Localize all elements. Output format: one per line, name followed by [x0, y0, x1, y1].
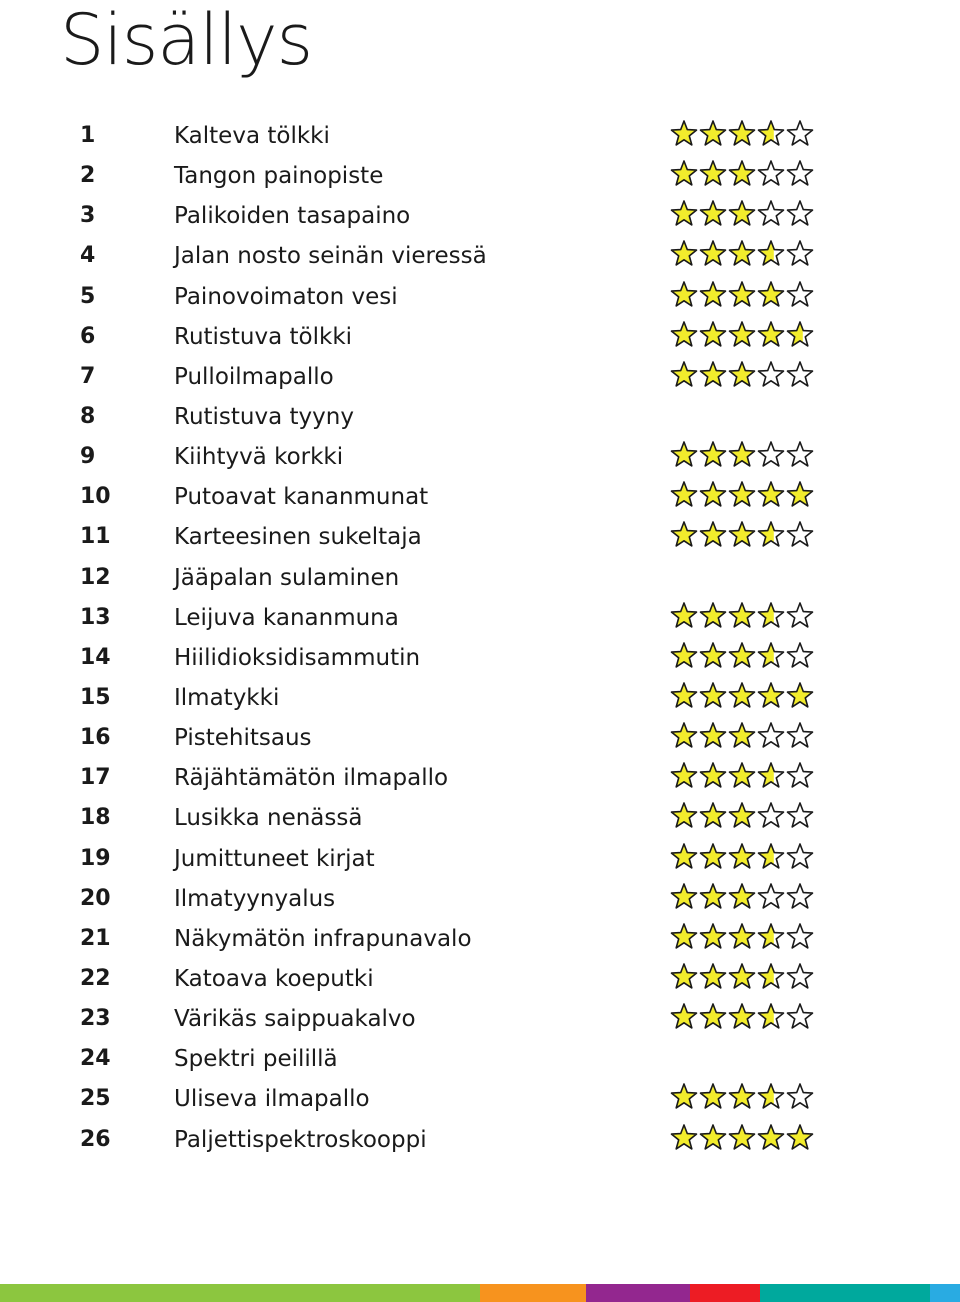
star-full-icon	[728, 1003, 756, 1031]
star-full-icon	[699, 883, 727, 911]
toc-title: Näkymätön infrapunavalo	[174, 925, 472, 952]
star-full-icon	[699, 762, 727, 790]
star-empty-icon	[786, 521, 814, 549]
star-full-icon	[728, 923, 756, 951]
toc-title: Rutistuva tölkki	[174, 323, 353, 350]
toc-title: Räjähtämätön ilmapallo	[174, 765, 449, 792]
toc-title: Jalan nosto seinän vieressä	[174, 243, 487, 270]
toc-title: Jumittuneet kirjat	[174, 845, 375, 872]
star-full-icon	[699, 642, 727, 670]
star-full-icon	[670, 883, 698, 911]
star-rating	[670, 281, 818, 309]
toc-title: Lusikka nenässä	[174, 805, 363, 832]
star-half-icon	[757, 923, 785, 951]
toc-row	[0, 359, 960, 399]
star-full-icon	[728, 682, 756, 710]
toc-row	[0, 760, 960, 800]
star-rating	[670, 200, 818, 228]
star-full-icon	[786, 682, 814, 710]
star-full-icon	[670, 682, 698, 710]
toc-number: 23	[80, 1006, 111, 1032]
star-rating	[670, 160, 818, 188]
star-full-icon	[670, 200, 698, 228]
star-full-icon	[670, 361, 698, 389]
star-full-icon	[699, 1003, 727, 1031]
toc-title: Karteesinen sukeltaja	[174, 524, 422, 551]
star-full-icon	[670, 963, 698, 991]
star-full-icon	[699, 923, 727, 951]
star-full-icon	[699, 722, 727, 750]
star-empty-icon	[757, 722, 785, 750]
star-full-icon	[786, 481, 814, 509]
star-full-icon	[699, 521, 727, 549]
page-title: Sisällys	[60, 0, 313, 81]
star-full-icon	[728, 361, 756, 389]
star-empty-icon	[786, 843, 814, 871]
star-rating	[670, 361, 818, 389]
star-full-icon	[699, 682, 727, 710]
toc-row	[0, 158, 960, 198]
star-full-icon	[728, 281, 756, 309]
star-full-icon	[699, 281, 727, 309]
toc-title: Pistehitsaus	[174, 725, 312, 752]
star-rating	[670, 762, 818, 790]
star-full-icon	[728, 481, 756, 509]
star-empty-icon	[786, 281, 814, 309]
toc-row	[0, 881, 960, 921]
star-empty-icon	[786, 883, 814, 911]
star-empty-icon	[757, 361, 785, 389]
star-rating	[670, 642, 818, 670]
toc-row	[0, 680, 960, 720]
star-full-icon	[728, 1124, 756, 1152]
star-full-icon	[728, 521, 756, 549]
star-empty-icon	[786, 441, 814, 469]
star-empty-icon	[786, 602, 814, 630]
toc-title: Ilmatykki	[174, 684, 280, 711]
toc-row	[0, 319, 960, 359]
star-full-icon	[670, 802, 698, 830]
star-half-icon	[757, 843, 785, 871]
toc-row	[0, 479, 960, 519]
toc-number: 17	[80, 765, 111, 791]
star-full-icon	[728, 1083, 756, 1111]
toc-title: Värikäs saippuakalvo	[174, 1006, 416, 1033]
star-half-icon	[757, 642, 785, 670]
star-full-icon	[699, 481, 727, 509]
toc-title: Palikoiden tasapaino	[174, 203, 411, 230]
toc-title: Spektri peilillä	[174, 1046, 338, 1073]
star-half-icon	[757, 602, 785, 630]
star-empty-icon	[786, 923, 814, 951]
toc-number: 11	[80, 524, 111, 550]
star-full-icon	[670, 722, 698, 750]
star-full-icon	[699, 200, 727, 228]
toc-number: 13	[80, 604, 111, 630]
star-rating	[670, 120, 818, 148]
star-full-icon	[699, 802, 727, 830]
star-full-icon	[757, 281, 785, 309]
toc-number: 3	[80, 203, 96, 229]
toc-number: 24	[80, 1046, 111, 1072]
star-full-icon	[670, 321, 698, 349]
toc-row	[0, 198, 960, 238]
toc-row	[0, 720, 960, 760]
star-rating	[670, 963, 818, 991]
star-full-icon	[670, 1083, 698, 1111]
toc-number: 19	[80, 845, 111, 871]
star-full-icon	[728, 883, 756, 911]
star-full-icon	[699, 160, 727, 188]
star-full-icon	[670, 762, 698, 790]
star-empty-icon	[786, 1003, 814, 1031]
star-full-icon	[728, 602, 756, 630]
star-half-icon	[757, 1003, 785, 1031]
toc-title: Pulloilmapallo	[174, 363, 334, 390]
star-rating	[670, 682, 818, 710]
toc-row	[0, 118, 960, 158]
star-rating	[670, 321, 818, 349]
star-empty-icon	[786, 120, 814, 148]
toc-title: Rutistuva tyyny	[174, 403, 354, 430]
star-empty-icon	[786, 160, 814, 188]
star-half-icon	[757, 240, 785, 268]
star-full-icon	[670, 120, 698, 148]
star-empty-icon	[757, 441, 785, 469]
toc-number: 10	[80, 484, 111, 510]
star-empty-icon	[786, 1083, 814, 1111]
star-full-icon	[699, 441, 727, 469]
toc-row	[0, 439, 960, 479]
star-empty-icon	[786, 762, 814, 790]
star-empty-icon	[786, 200, 814, 228]
star-empty-icon	[757, 160, 785, 188]
star-full-icon	[670, 481, 698, 509]
toc-title: Putoavat kananmunat	[174, 484, 429, 511]
star-full-icon	[728, 762, 756, 790]
star-full-icon	[699, 1083, 727, 1111]
star-half-icon	[757, 521, 785, 549]
toc-number: 14	[80, 644, 111, 670]
star-half-icon	[757, 120, 785, 148]
toc-number: 22	[80, 965, 111, 991]
star-empty-icon	[786, 722, 814, 750]
toc-number: 20	[80, 885, 111, 911]
toc-row	[0, 1122, 960, 1162]
footer-color-segment	[690, 1284, 760, 1302]
star-full-icon	[670, 1124, 698, 1152]
star-rating	[670, 843, 818, 871]
star-empty-icon	[786, 361, 814, 389]
star-empty-icon	[786, 802, 814, 830]
star-full-icon	[728, 240, 756, 268]
toc-number: 8	[80, 403, 96, 429]
star-rating	[670, 481, 818, 509]
toc-number: 16	[80, 725, 111, 751]
toc-title: Katoava koeputki	[174, 965, 374, 992]
star-full-icon	[728, 843, 756, 871]
toc-number: 25	[80, 1086, 111, 1112]
star-full-icon	[699, 120, 727, 148]
toc-number: 15	[80, 684, 111, 710]
footer-color-segment	[0, 1284, 480, 1302]
star-full-icon	[728, 160, 756, 188]
toc-number: 18	[80, 805, 111, 831]
toc-number: 6	[80, 323, 96, 349]
toc-row	[0, 279, 960, 319]
star-full-icon	[699, 321, 727, 349]
toc-title: Jääpalan sulaminen	[174, 564, 400, 591]
toc-row	[0, 841, 960, 881]
star-full-icon	[699, 843, 727, 871]
toc-number: 1	[80, 123, 96, 148]
star-full-icon	[699, 361, 727, 389]
star-rating	[670, 521, 818, 549]
star-full-icon	[670, 642, 698, 670]
star-full-icon	[728, 642, 756, 670]
star-empty-icon	[757, 200, 785, 228]
star-full-icon	[728, 963, 756, 991]
toc-title: Paljettispektroskooppi	[174, 1126, 427, 1153]
footer-color-segment	[760, 1284, 930, 1302]
toc-row	[0, 640, 960, 680]
toc-row	[0, 1001, 960, 1041]
star-full-icon	[728, 321, 756, 349]
star-full-icon	[757, 682, 785, 710]
toc-title: Tangon painopiste	[174, 163, 384, 190]
star-full-icon	[670, 602, 698, 630]
star-rating	[670, 602, 818, 630]
star-full-icon	[757, 321, 785, 349]
toc-title: Kiihtyvä korkki	[174, 444, 344, 471]
toc-row	[0, 961, 960, 1001]
star-empty-icon	[757, 802, 785, 830]
toc-number: 5	[80, 283, 96, 309]
toc-row	[0, 921, 960, 961]
star-full-icon	[670, 281, 698, 309]
toc-row	[0, 399, 960, 439]
star-half-icon	[757, 762, 785, 790]
toc-number: 7	[80, 363, 96, 389]
toc-title: Painovoimaton vesi	[174, 283, 398, 310]
toc-number: 26	[80, 1126, 111, 1152]
star-half-icon	[757, 1083, 785, 1111]
star-full-icon	[670, 160, 698, 188]
table-of-contents	[0, 118, 960, 1162]
star-full-icon	[699, 1124, 727, 1152]
toc-title: Hiilidioksidisammutin	[174, 644, 421, 671]
toc-row	[0, 519, 960, 559]
toc-number: 12	[80, 564, 111, 590]
star-empty-icon	[786, 963, 814, 991]
star-full-icon	[670, 923, 698, 951]
footer-color-bar	[0, 1284, 960, 1302]
star-half-icon	[757, 963, 785, 991]
star-full-icon	[728, 120, 756, 148]
star-rating	[670, 802, 818, 830]
star-full-icon	[728, 200, 756, 228]
toc-row	[0, 560, 960, 600]
star-full-icon	[728, 441, 756, 469]
star-full-icon	[728, 802, 756, 830]
toc-number: 2	[80, 163, 96, 189]
star-full-icon	[699, 963, 727, 991]
star-rating	[670, 722, 818, 750]
star-full-icon	[670, 240, 698, 268]
star-full-icon	[670, 843, 698, 871]
star-rating	[670, 240, 818, 268]
star-full-icon	[728, 722, 756, 750]
star-rating	[670, 1124, 818, 1152]
toc-number: 21	[80, 925, 111, 951]
star-full-icon	[699, 602, 727, 630]
star-full-icon	[757, 1124, 785, 1152]
star-half-icon	[786, 321, 814, 349]
star-full-icon	[670, 441, 698, 469]
star-full-icon	[670, 1003, 698, 1031]
star-rating	[670, 441, 818, 469]
footer-color-segment	[480, 1284, 586, 1302]
toc-title: Ilmatyynyalus	[174, 885, 336, 912]
footer-color-segment	[930, 1284, 960, 1302]
star-rating	[670, 1083, 818, 1111]
star-empty-icon	[786, 642, 814, 670]
star-empty-icon	[786, 240, 814, 268]
toc-number: 9	[80, 444, 96, 470]
toc-row	[0, 800, 960, 840]
toc-title: Uliseva ilmapallo	[174, 1086, 370, 1113]
toc-row	[0, 238, 960, 278]
star-full-icon	[699, 240, 727, 268]
star-empty-icon	[757, 883, 785, 911]
toc-title: Leijuva kananmuna	[174, 604, 399, 631]
star-rating	[670, 923, 818, 951]
toc-row	[0, 600, 960, 640]
star-full-icon	[786, 1124, 814, 1152]
toc-row	[0, 1081, 960, 1121]
star-full-icon	[670, 521, 698, 549]
toc-row	[0, 1041, 960, 1081]
star-rating	[670, 883, 818, 911]
footer-color-segment	[586, 1284, 690, 1302]
star-rating	[670, 1003, 818, 1031]
toc-number: 4	[80, 243, 96, 269]
toc-title: Kalteva tölkki	[174, 123, 330, 149]
star-full-icon	[757, 481, 785, 509]
